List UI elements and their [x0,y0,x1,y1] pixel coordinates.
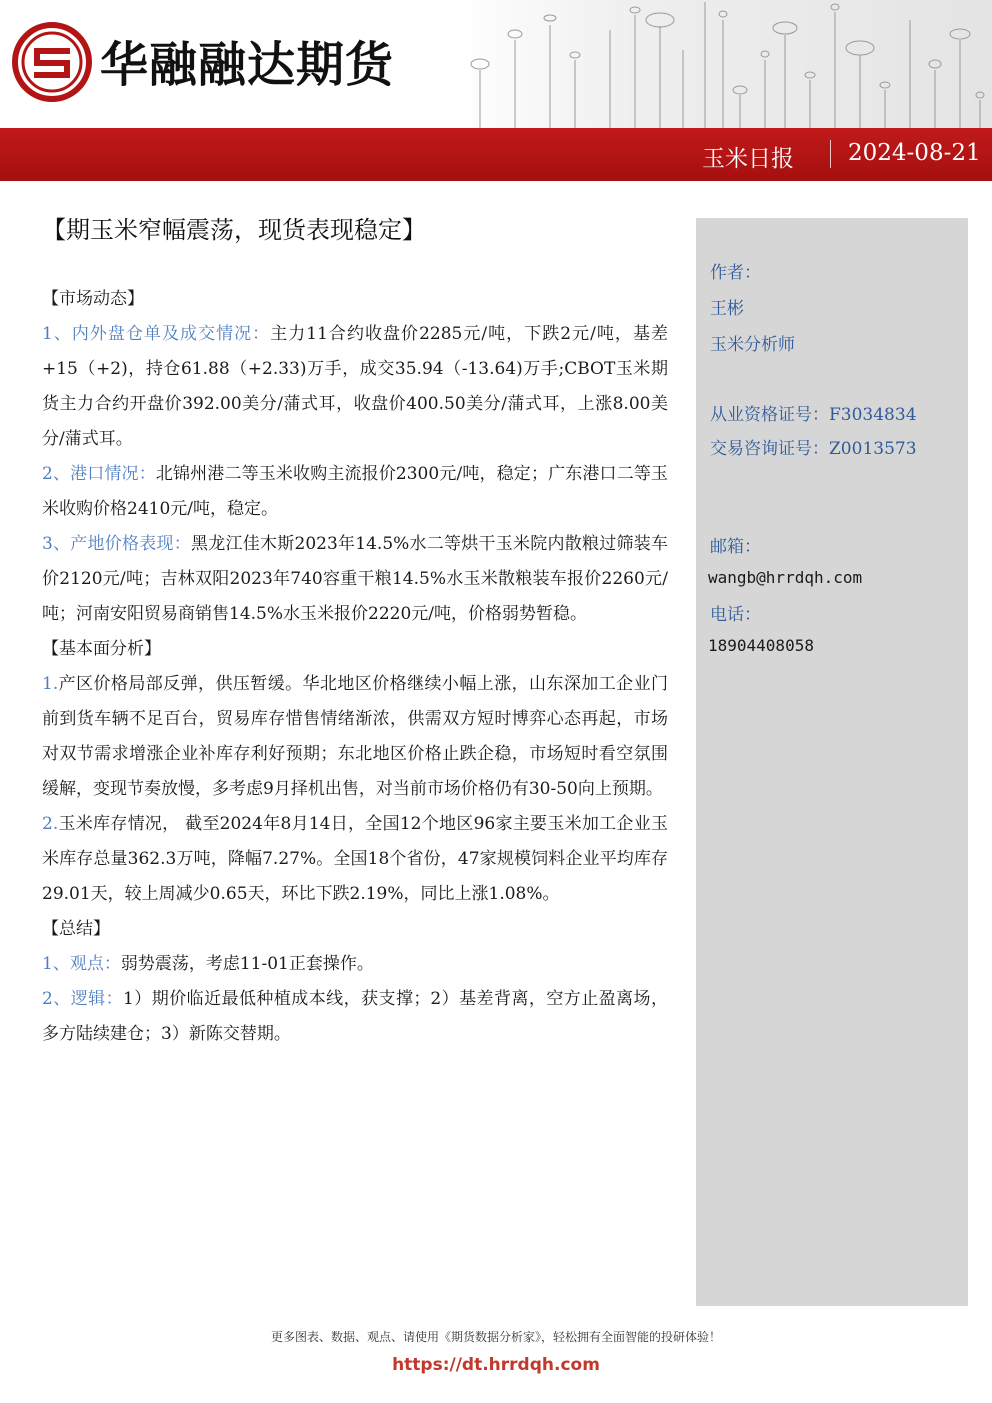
qualification-cert: 从业资格证号：F3034834 [710,405,917,425]
header-decoration [455,0,992,128]
consulting-cert: 交易咨询证号：Z0013573 [710,439,917,459]
summary-item-label: 1、观点： [42,954,121,974]
fundamental-item-2 [42,807,668,912]
report-banner [0,128,992,181]
section-title-summary: 【总结】 [42,919,110,939]
section-title-market: 【市场动态】 [42,289,144,309]
banner-divider [830,140,831,168]
report-date: 2024-08-21 [848,140,981,166]
email-value[interactable]: wangb@hrrdqh.com [708,568,863,587]
fundamental-item-label: 1. [42,674,59,694]
footer-promo: 更多图表、数据、观点、请使用《期货数据分析家》，轻松拥有全面智能的投研体验！ [270,1330,721,1344]
section-title-fundamental: 【基本面分析】 [42,639,161,659]
summary-item-label: 2、逻辑： [42,989,124,1009]
main-content [42,282,668,1052]
market-item-text: 黑龙江佳木斯2023年14.5%水二等烘干玉米院内散粮过筛装车价2120元/吨；吉林双阳2023年740容重干粮14.5%水玉米散粮装车报价2260元/吨；河南安阳贸易商销售14.5%水玉米报价2220元/吨，价格弱势暂稳。 [42,534,668,624]
author-label: 作者： [710,263,761,283]
market-item-label: 2、港口情况： [42,464,156,484]
company-logo-icon [12,22,92,102]
market-item-label: 3、产地价格表现： [42,534,192,554]
market-item-3 [42,527,668,632]
phone-value: 18904408058 [708,636,814,655]
phone-label: 电话： [710,605,761,625]
email-label: 邮箱： [710,537,761,557]
market-item-1 [42,317,668,457]
fundamental-item-text: 产区价格局部反弹，供压暂缓。华北地区价格继续小幅上涨，山东深加工企业门前到货车辆不足百台，贸易库存惜售情绪渐浓，供需双方短时博弈心态再起，市场对双节需求增涨企业补库存利好预期；东北地区价格止跌企稳，市场短时看空氛围缓解，变现节奏放慢，多考虑9月择机出售，对当前市场价格仍有30-50向上预期。 [42,674,668,799]
report-title: 【期玉米窄幅震荡，现货表现稳定】 [42,216,426,244]
summary-item-2 [42,982,668,1052]
fundamental-item-text: 玉米库存情况， 截至2024年8月14日，全国12个地区96家主要玉米加工企业玉米库存总量362.3万吨，降幅7.27%。全国18个省份，47家规模饲料企业平均库存29.01天，较上周减少0.65天，环比下跌2.19%，同比上涨1.08%。 [42,814,668,904]
page-header [0,0,992,128]
market-item-text: 北锦州港二等玉米收购主流报价2300元/吨，稳定；广东港口二等玉米收购价格2410元/吨，稳定。 [42,464,668,519]
market-item-label: 1、内外盘仓单及成交情况： [42,324,271,344]
fundamental-item-label: 2. [42,814,59,834]
author-name: 王彬 [710,299,744,319]
summary-item-text: 1）期价临近最低种植成本线，获支撑；2）基差背离，空方止盈离场，多方陆续建仓；3）新陈交替期。 [42,989,668,1044]
report-type: 玉米日报 [702,146,794,172]
market-item-2 [42,457,668,527]
market-item-text: 主力11合约收盘价2285元/吨，下跌2元/吨，基差+15（+2)，持仓61.88（+2.33)万手，成交35.94（-13.64)万手;CBOT玉米期货主力合约开盘价392.00美分/蒲式耳，收盘价400.50美分/蒲式耳，上涨8.00美分/蒲式耳。 [42,324,668,449]
author-sidebar [696,218,968,1306]
company-name: 华融融达期货 [100,37,395,93]
fundamental-item-1 [42,667,668,807]
summary-item-1 [42,947,668,982]
footer-url-link[interactable]: https://dt.hrrdqh.com [392,1355,600,1375]
summary-item-text: 弱势震荡，考虑11-01正套操作。 [120,954,374,974]
author-title: 玉米分析师 [710,335,795,355]
